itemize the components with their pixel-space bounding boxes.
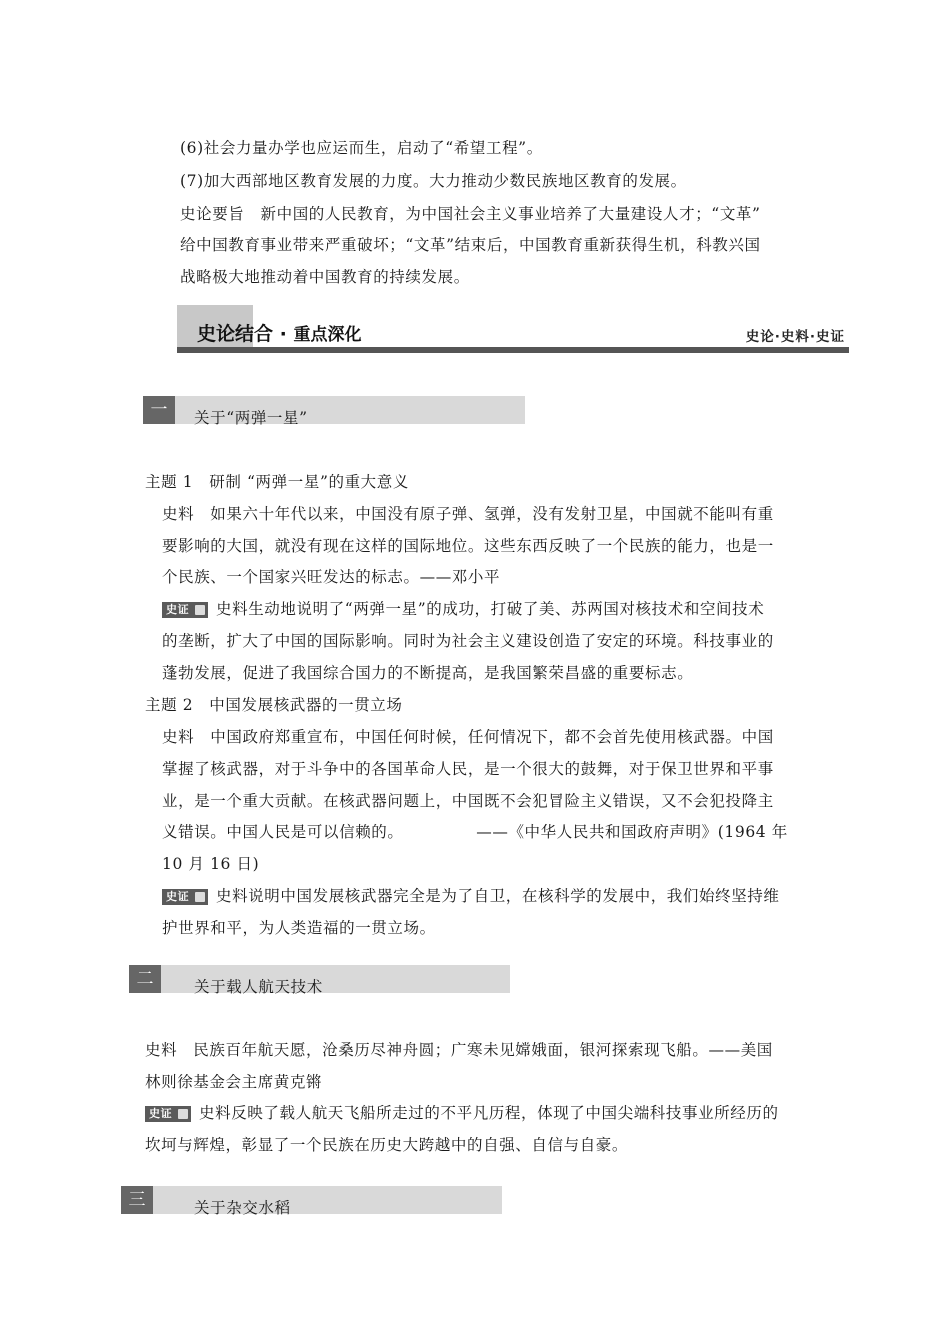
section2-evidence-text-1: 史料反映了载人航天飞船所走过的不平凡历程，体现了中国尖端科技事业所经历的	[199, 1104, 779, 1122]
theme1-evidence-line-3: 蓬勃发展，促进了我国综合国力的不断提高，是我国繁荣昌盛的重要标志。	[162, 664, 694, 682]
section-number-1: 一	[143, 396, 175, 424]
intro-summary-line-2: 给中国教育事业带来严重破坏；“文革”结束后，中国教育重新获得生机，科教兴国	[180, 236, 761, 254]
intro-summary-line-1: 史论要旨 新中国的人民教育，为中国社会主义事业培养了大量建设人才；“文革”	[180, 205, 761, 223]
theme2-source-line-1: 史料 中国政府郑重宣布，中国任何时候，任何情况下，都不会首先使用核武器。中国	[162, 728, 774, 746]
theme1-evidence-text-1: 史料生动地说明了“两弹一星”的成功，打破了美、苏两国对核技术和空间技术	[216, 600, 765, 618]
theme2-source-line-4: 义错误。中国人民是可以信赖的。 ——《中华人民共和国政府声明》(1964 年	[162, 823, 788, 841]
section2-source-line-2: 林则徐基金会主席黄克锵	[145, 1073, 323, 1091]
section-banner	[177, 305, 849, 351]
intro-line-1: (6)社会力量办学也应运而生，启动了“希望工程”。	[180, 139, 543, 157]
theme2-evidence-line-2: 护世界和平，为人类造福的一贯立场。	[162, 919, 436, 937]
theme2-evidence-line-1	[162, 886, 780, 906]
theme2-source-line-5: 10 月 16 日)	[162, 855, 260, 873]
theme-heading-1: 主题 1 研制 “两弹一星”的重大意义	[145, 473, 409, 491]
theme1-source-line-1: 史料 如果六十年代以来，中国没有原子弹、氢弹，没有发射卫星，中国就不能叫有重	[162, 505, 774, 523]
banner-title	[197, 319, 361, 346]
section2-evidence-line-1	[145, 1103, 779, 1123]
banner-title-main: 史论结合	[197, 323, 274, 345]
section2-evidence-line-2: 坎坷与辉煌，彰显了一个民族在历史大跨越中的自强、自信与自豪。	[145, 1136, 629, 1154]
theme1-evidence-line-1	[162, 599, 764, 619]
section-heading-3	[121, 1186, 502, 1217]
theme2-evidence-text-1: 史料说明中国发展核武器完全是为了自卫，在核科学的发展中，我们始终坚持维	[216, 887, 780, 905]
section-title-3: 关于杂交水稻	[194, 1199, 291, 1217]
intro-line-2: (7)加大西部地区教育发展的力度。大力推动少数民族地区教育的发展。	[180, 172, 687, 190]
banner-right-label: 史论·史料·史证	[745, 329, 845, 345]
banner-title-separator: ·	[273, 323, 294, 345]
theme1-source-line-2: 要影响的大国，就没有现在这样的国际地位。这些东西反映了一个民族的能力，也是一	[162, 537, 774, 555]
banner-subtitle: 重点深化	[293, 325, 362, 345]
evidence-badge-icon: 史证	[145, 1106, 191, 1122]
evidence-badge-icon: 史证	[162, 889, 208, 905]
section-title-1: 关于“两弹一星”	[194, 409, 308, 427]
section-number-3: 三	[121, 1186, 153, 1214]
evidence-badge-icon: 史证	[162, 602, 208, 618]
section-heading-2	[129, 965, 510, 996]
theme2-source-line-2: 掌握了核武器，对于斗争中的各国革命人民，是一个很大的鼓舞，对于保卫世界和平事	[162, 760, 774, 778]
section-number-2: 二	[129, 965, 161, 993]
banner-rule	[177, 347, 849, 353]
section-title-2: 关于载人航天技术	[194, 978, 323, 996]
theme1-source-line-3: 个民族、一个国家兴旺发达的标志。——邓小平	[162, 568, 501, 586]
intro-summary-line-3: 战略极大地推动着中国教育的持续发展。	[180, 268, 470, 286]
theme1-evidence-line-2: 的垄断，扩大了中国的国际影响。同时为社会主义建设创造了安定的环境。科技事业的	[162, 632, 774, 650]
section2-source-line-1: 史料 民族百年航天愿，沧桑历尽神舟圆；广寒未见嫦娥面，银河探索现飞船。——美国	[145, 1041, 773, 1059]
theme2-source-line-3: 业，是一个重大贡献。在核武器问题上，中国既不会犯冒险主义错误，又不会犯投降主	[162, 792, 774, 810]
section-heading-1	[143, 396, 525, 427]
theme-heading-2: 主题 2 中国发展核武器的一贯立场	[145, 696, 403, 714]
